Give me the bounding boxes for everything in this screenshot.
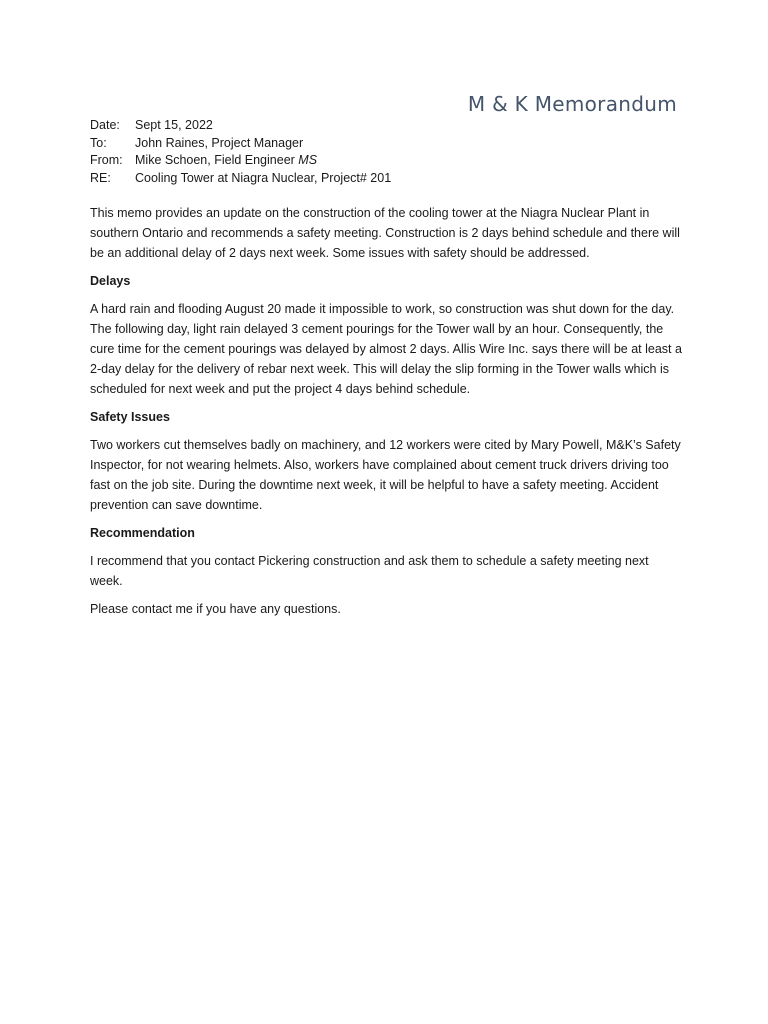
header-date-row bbox=[90, 117, 391, 135]
header-re-row bbox=[90, 170, 391, 188]
recommendation-paragraph: I recommend that you contact Pickering construction and ask them to schedule a safety meeting next week. bbox=[90, 554, 649, 588]
header-from-row bbox=[90, 152, 391, 170]
memo-title: M & K Memorandum bbox=[467, 92, 677, 116]
re-label: RE: bbox=[90, 170, 111, 185]
to-value: John Raines, Project Manager bbox=[135, 135, 304, 150]
to-label: To: bbox=[90, 135, 107, 150]
from-label: From: bbox=[90, 153, 123, 167]
from-initials: MS bbox=[298, 153, 318, 167]
memo-body bbox=[90, 203, 682, 627]
from-value: Mike Schoen, Field Engineer bbox=[135, 153, 295, 167]
date-value: Sept 15, 2022 bbox=[135, 118, 213, 132]
safety-paragraph: Two workers cut themselves badly on machinery, and 12 workers were cited by Mary Powell, M&K’s Safety Inspector, for not wearing helmets. Also, workers have complained about cement truck drivers driving too fast on the job site. During the downtime next week, it will be helpful to have a safety meeting. Accident prevention can save downtime. bbox=[90, 438, 681, 512]
from-value-wrap bbox=[135, 152, 317, 170]
delays-heading: Delays bbox=[90, 274, 131, 288]
delays-paragraph: A hard rain and flooding August 20 made it impossible to work, so construction was shut down for the day. The following day, light rain delayed 3 cement pourings for the Tower wall by an hour. Consequently, the cure time for the cement pourings was delayed by almost 2 days. Allis Wire Inc. says there will be at least a 2-day delay for the delivery of rebar next week. This will delay the slip forming in the Tower walls which is scheduled for next week and put the project 4 days behind schedule. bbox=[90, 302, 682, 396]
memo-header bbox=[90, 117, 391, 187]
closing-paragraph: Please contact me if you have any questions. bbox=[90, 602, 341, 616]
recommendation-heading: Recommendation bbox=[90, 526, 195, 540]
intro-paragraph: This memo provides an update on the construction of the cooling tower at the Niagra Nuclear Plant in southern Ontario and recommends a safety meeting. Construction is 2 days behind schedule and there will be an additional delay of 2 days next week. Some issues with safety should be addressed. bbox=[90, 206, 680, 260]
safety-heading: Safety Issues bbox=[90, 410, 170, 424]
header-to-row bbox=[90, 135, 391, 153]
re-value: Cooling Tower at Niagra Nuclear, Project# 201 bbox=[135, 170, 392, 185]
date-label: Date: bbox=[90, 118, 120, 132]
